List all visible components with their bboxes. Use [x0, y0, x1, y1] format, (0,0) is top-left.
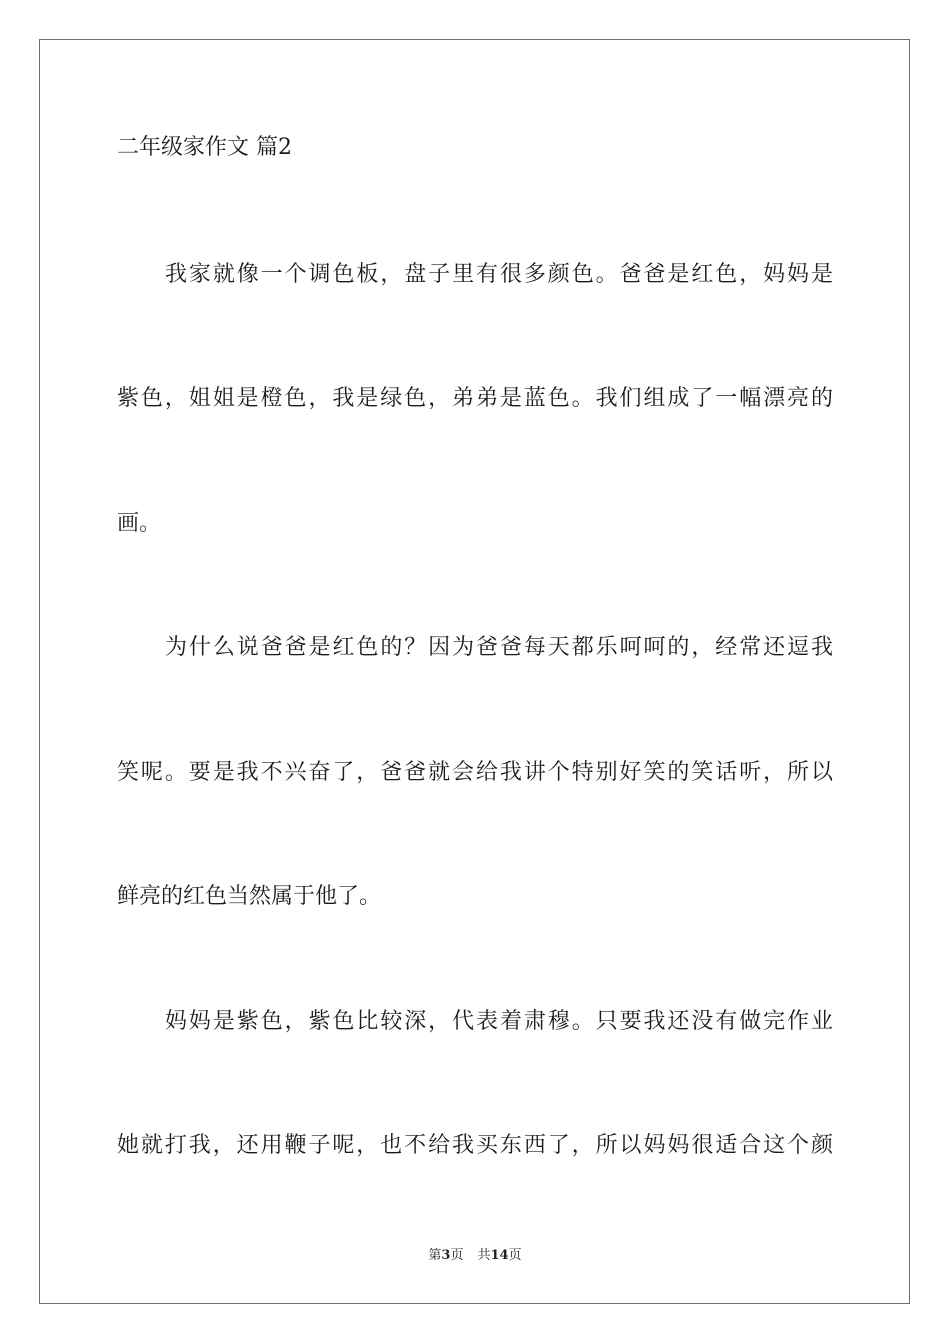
total-pages: 14: [490, 1248, 509, 1263]
page-number-prefix: 第: [428, 1248, 442, 1263]
total-pages-prefix: 共: [477, 1248, 491, 1263]
page-number: 3: [441, 1248, 451, 1263]
paragraph-2-line-2: 笑呢。要是我不兴奋了，爸爸就会给我讲个特别好笑的笑话听，所以: [117, 760, 833, 785]
paragraph-1-line-1: 我家就像一个调色板，盘子里有很多颜色。爸爸是红色，妈妈是: [165, 262, 833, 287]
page-footer: [0, 1247, 950, 1265]
paragraph-3-line-1: 妈妈是紫色，紫色比较深，代表着肃穆。只要我还没有做完作业: [165, 1009, 833, 1034]
paragraph-2-line-3: 鲜亮的红色当然属于他了。: [117, 884, 382, 909]
page-border: [39, 39, 910, 1304]
total-pages-suffix: 页: [508, 1248, 522, 1263]
page-number-suffix: 页: [450, 1248, 464, 1263]
paragraph-3-line-2: 她就打我，还用鞭子呢，也不给我买东西了，所以妈妈很适合这个颜: [117, 1133, 833, 1158]
paragraph-2-line-1: 为什么说爸爸是红色的？因为爸爸每天都乐呵呵的，经常还逗我: [165, 635, 833, 660]
document-title: 二年级家作文 篇2: [117, 135, 292, 160]
paragraph-1-line-2: 紫色，姐姐是橙色，我是绿色，弟弟是蓝色。我们组成了一幅漂亮的: [117, 386, 833, 411]
paragraph-1-line-3: 画。: [117, 511, 162, 536]
